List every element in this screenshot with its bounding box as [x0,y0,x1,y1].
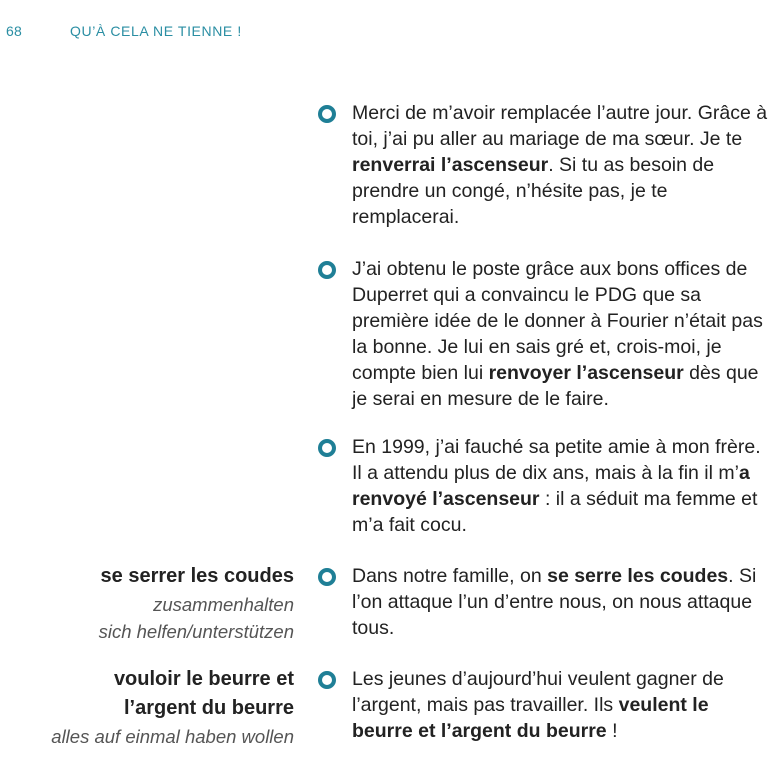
highlighted-expression: renvoyer l’ascenseur [488,362,684,384]
page-header [6,23,242,39]
example-sentence-2 [318,256,768,412]
bullet-icon [318,105,336,123]
text-run: Merci de m’avoir remplacée l’autre jour. Grâce à toi, j’ai pu aller au mariage de ma sœur. Je te [352,102,768,150]
chapter-title: QU’À CELA NE TIENNE ! [70,23,242,39]
idiom-translation: alles auf einmal haben wollen [51,726,294,747]
highlighted-expression: se serre les coudes [547,565,729,587]
highlighted-expression: renverrai l’ascenseur [352,154,549,176]
highlighted-expression: veulent le beurre et l’argent du beurre [352,694,709,742]
example-text [352,100,768,230]
idiom-entry-2 [51,665,294,750]
text-run: Dans notre famille, on [352,565,548,587]
bullet-icon [318,671,336,689]
bullet-icon [318,261,336,279]
text-run: . Si l’on attaque l’un d’entre nous, on nous attaque tous. [352,565,757,639]
example-sentence-5 [318,666,768,744]
example-text [352,563,768,641]
text-run: Les jeunes d’aujourd’hui veulent gagner de l’argent, mais pas travailler. Ils [352,668,724,716]
highlighted-expression: a renvoyé l’ascenseur [352,462,750,510]
page-number: 68 [6,23,22,39]
text-run: En 1999, j’ai fauché sa petite amie à mon frère. Il a attendu plus de dix ans, mais à la fin il m’ [352,436,761,484]
example-text [352,256,768,412]
idiom-translation: zusammenhalten [153,594,294,615]
idiom-term: vouloir le beurre et [113,668,294,690]
text-run: . Si tu as besoin de prendre un congé, n’hésite pas, je te remplacerai. [352,154,715,228]
example-sentence-1 [318,100,768,230]
text-run: ! [606,720,618,742]
example-text [352,434,768,538]
example-sentence-3 [318,434,768,538]
text-run: : il a séduit ma femme et m’a fait cocu. [352,488,758,536]
example-text [352,666,768,744]
idiom-term: l’argent du beurre [123,697,294,719]
example-sentence-4 [318,563,768,641]
bullet-icon [318,439,336,457]
text-run: dès que je serai en mesure de le faire. [352,362,759,410]
idiom-term: se serrer les coudes [100,565,294,587]
text-run: J’ai obtenu le poste grâce aux bons offices de Duperret qui a convaincu le PDG que sa première idée de le donner à Fourier n’était pas la bonne. Je lui en sais gré et, crois-moi, je compte bien lui [352,258,763,384]
bullet-icon [318,568,336,586]
idiom-translation: sich helfen/unterstützen [98,621,294,642]
idiom-entry-1 [99,562,294,645]
